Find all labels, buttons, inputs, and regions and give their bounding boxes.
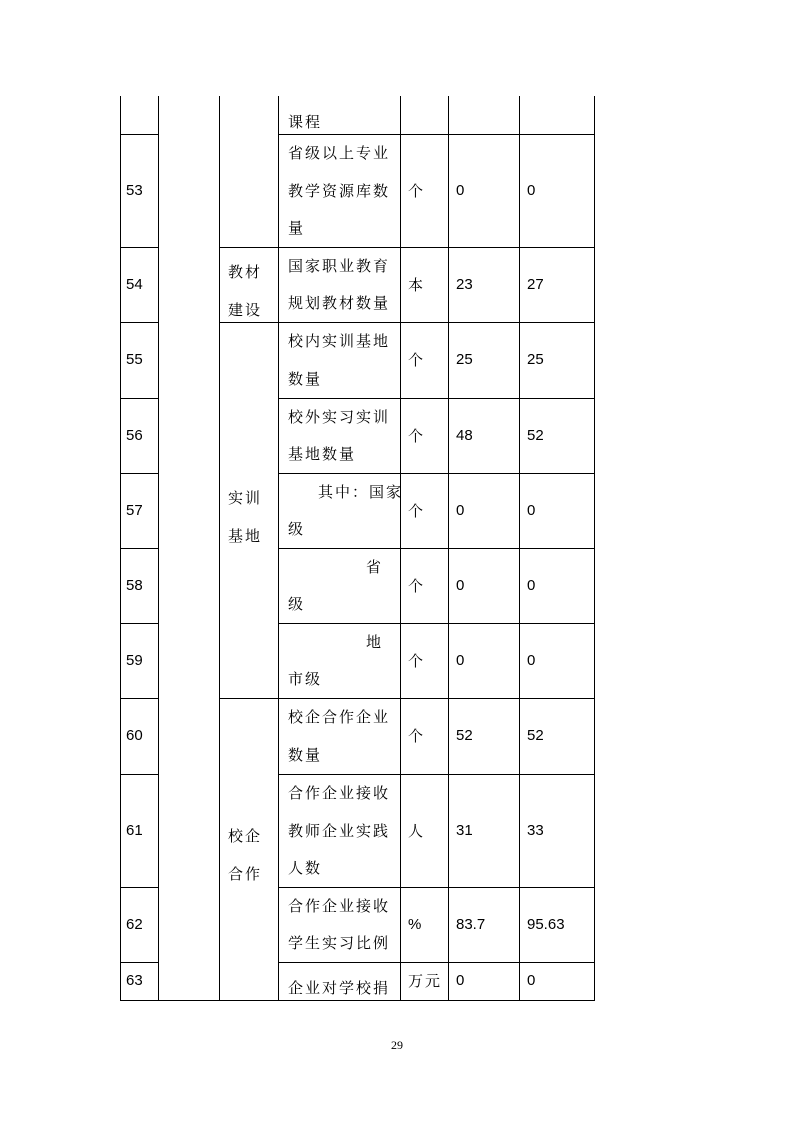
row-number: 57: [126, 501, 143, 519]
unit-cell: 个: [408, 501, 426, 520]
category-jiaocai: 教材: [228, 263, 263, 281]
unit-cell: 人: [408, 821, 426, 840]
item-name: 地: [366, 632, 384, 651]
item-name: 其中：国家: [318, 482, 404, 501]
unit-cell: 个: [408, 576, 426, 595]
table-row-rule: [120, 322, 159, 323]
value-2020: 0: [456, 576, 465, 594]
value-2021: 0: [527, 181, 536, 199]
table-row-rule: [278, 134, 595, 135]
value-2021: 0: [527, 972, 536, 989]
row-number: 61: [126, 821, 143, 839]
value-2020: 0: [456, 651, 465, 669]
table-row-rule: [120, 473, 159, 474]
value-2020: 23: [456, 275, 473, 293]
item-name: 级: [288, 520, 306, 539]
value-2021: 33: [527, 821, 544, 839]
item-name: 数量: [288, 745, 323, 764]
value-2021: 0: [527, 576, 536, 594]
table-row-rule: [278, 398, 595, 399]
table-row-rule: [278, 623, 595, 624]
row-number: 53: [126, 181, 143, 199]
unit-cell: 个: [408, 181, 426, 200]
value-2020: 31: [456, 821, 473, 839]
item-name: 级: [288, 595, 306, 614]
item-name: 人数: [288, 859, 323, 877]
item-name: 数量: [288, 369, 323, 388]
table-bottom-rule: [158, 1000, 279, 1001]
item-name: 合作企业接收: [288, 896, 391, 915]
item-name: 省: [366, 557, 384, 576]
value-2021: 0: [527, 651, 536, 669]
value-2021: 0: [527, 501, 536, 519]
item-name: 校企合作企业: [288, 708, 391, 727]
row-number: 55: [126, 351, 143, 368]
page-number: 29: [391, 1038, 403, 1052]
value-2021: 27: [527, 275, 544, 293]
row-number: 54: [126, 275, 143, 293]
value-2021: 25: [527, 351, 544, 368]
value-2020: 83.7: [456, 915, 486, 933]
row-number: 59: [126, 651, 143, 669]
table-row-rule: [278, 1000, 595, 1001]
item-name: 规划教材数量: [288, 294, 391, 313]
table-row-rule: [120, 623, 159, 624]
table-row-rule: [120, 1000, 159, 1001]
value-2020: 48: [456, 426, 473, 444]
value-2020: 0: [456, 501, 465, 519]
value-2020: 52: [456, 727, 473, 744]
table-row-rule: [278, 473, 595, 474]
item-name: 合作企业接收: [288, 784, 391, 802]
value-2020: 0: [456, 972, 465, 989]
table-row-rule: [120, 247, 159, 248]
value-2020: 0: [456, 181, 465, 199]
row-number: 62: [126, 915, 143, 933]
item-name: 校内实训基地: [288, 332, 391, 351]
item-name: 量: [288, 219, 306, 237]
table-row-rule: [120, 548, 159, 549]
unit-cell: 个: [408, 426, 426, 445]
unit-cell: 个: [408, 727, 426, 745]
table-row-rule: [120, 134, 159, 135]
category-rule: [219, 322, 279, 323]
table-row-rule: [120, 887, 159, 888]
table-row-rule: [278, 322, 595, 323]
category-shixun: 基地: [228, 527, 263, 545]
table-row-rule: [278, 548, 595, 549]
category-rule: [219, 698, 279, 699]
table-row-rule: [278, 962, 595, 963]
table-row-rule: [278, 774, 595, 775]
item-name: 教师企业实践: [288, 821, 391, 840]
item-name: 教学资源库数: [288, 181, 391, 200]
row-number: 58: [126, 576, 143, 594]
unit-cell: 万元: [408, 972, 443, 990]
item-name: 国家职业教育: [288, 256, 391, 275]
row-number: 63: [126, 972, 143, 989]
category-jiaocai: 建设: [228, 301, 263, 319]
table-column-rule: [219, 96, 220, 1001]
item-name: 校外实习实训: [288, 407, 391, 426]
unit-cell: 个: [408, 351, 426, 369]
table-row-rule: [120, 398, 159, 399]
table-row-rule: [120, 962, 159, 963]
value-2021: 95.63: [527, 915, 565, 933]
item-name: 市级: [288, 670, 323, 689]
category-xiaoqi: 校企: [228, 827, 263, 845]
row-number: 56: [126, 426, 143, 444]
item-name: 学生实习比例: [288, 934, 391, 953]
value-2021: 52: [527, 727, 544, 744]
table-row-rule: [278, 247, 595, 248]
item-name: 企业对学校捐: [288, 979, 391, 997]
category-shixun: 实训: [228, 489, 263, 507]
table-row-rule: [120, 698, 159, 699]
row-number: 60: [126, 727, 143, 744]
unit-cell: %: [408, 915, 422, 933]
value-2021: 52: [527, 426, 544, 444]
item-name: 基地数量: [288, 445, 357, 464]
item-name: 省级以上专业: [288, 144, 391, 162]
value-2020: 25: [456, 351, 473, 368]
category-rule: [219, 247, 279, 248]
unit-cell: 个: [408, 651, 426, 670]
table-row-rule: [278, 887, 595, 888]
unit-cell: 本: [408, 275, 426, 294]
category-xiaoqi: 合作: [228, 865, 263, 883]
item-name: 课程: [288, 113, 323, 131]
table-row-rule: [120, 774, 159, 775]
table-row-rule: [278, 698, 595, 699]
